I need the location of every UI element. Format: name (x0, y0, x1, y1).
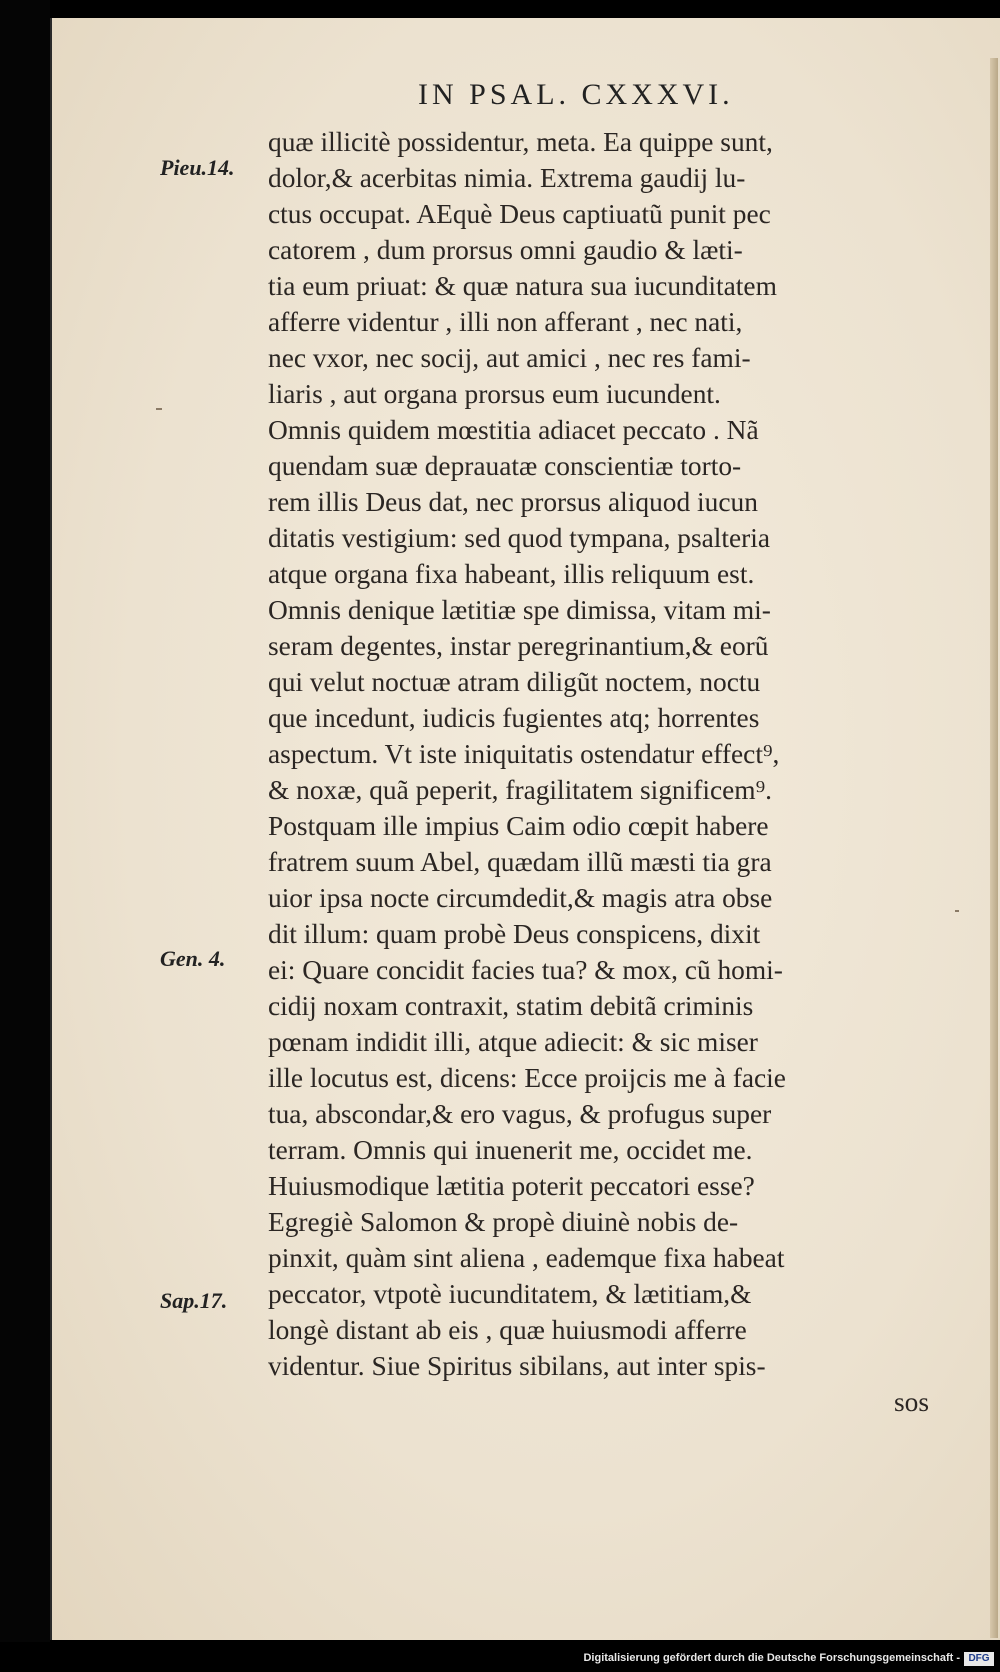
text-line: terram. Omnis qui inuenerit me, occidet me. (268, 1135, 753, 1165)
text-line: & noxæ, quã peperit, fragilitatem significem⁹. (268, 775, 772, 805)
text-line: rem illis Deus dat, nec prorsus aliquod iucun (268, 487, 758, 517)
text-line: fratrem suum Abel, quædam illũ mæsti tia gra (268, 847, 772, 877)
text-line: Omnis denique lætitiæ spe dimissa, vitam mi- (268, 595, 771, 625)
text-line: tia eum priuat: & quæ natura sua iucunditatem (268, 271, 777, 301)
text-line: dolor,& acerbitas nimia. Extrema gaudij lu- (268, 163, 746, 193)
text-line: quendam suæ deprauatæ conscientiæ torto- (268, 451, 742, 481)
text-line: peccator, vtpotè iucunditatem, & lætitiam,& (268, 1279, 752, 1309)
text-line: ctus occupat. AEquè Deus captiuatũ punit pec (268, 199, 771, 229)
text-line: ei: Quare concidit facies tua? & mox, cũ homi- (268, 955, 783, 985)
funding-credit: Digitalisierung gefördert durch die Deutsche Forschungsgemeinschaft - (583, 1652, 960, 1664)
text-line: seram degentes, instar peregrinantium,& eorũ (268, 631, 769, 661)
text-line: Egregiè Salomon & propè diuinè nobis de- (268, 1207, 739, 1237)
paper-speck (955, 910, 959, 912)
paper-speck (156, 408, 162, 410)
text-line: que incedunt, iudicis fugientes atq; horrentes (268, 703, 760, 733)
text-line: Huiusmodique lætitia poterit peccatori esse? (268, 1171, 755, 1201)
text-line: ille locutus est, dicens: Ecce proijcis me à facie (268, 1063, 786, 1093)
running-head: IN PSAL. CXXXVI. (418, 78, 734, 111)
text-line: videntur. Siue Spiritus sibilans, aut inter spis- (268, 1351, 766, 1381)
text-line: catorem , dum prorsus omni gaudio & læti- (268, 235, 743, 265)
text-line: aspectum. Vt iste iniquitatis ostendatur effect⁹, (268, 739, 780, 769)
text-line: liaris , aut organa prorsus eum iucundent. (268, 379, 721, 409)
body-text (268, 124, 938, 1420)
margin-note-sap: Sap.17. (160, 1288, 228, 1313)
text-line: nec vxor, nec socij, aut amici , nec res fami- (268, 343, 751, 373)
scan-border (0, 0, 50, 1656)
text-line: pinxit, quàm sint aliena , eademque fixa habeat (268, 1243, 785, 1273)
text-line: atque organa fixa habeant, illis reliquum est. (268, 559, 755, 589)
text-line: longè distant ab eis , quæ huiusmodi afferre (268, 1315, 747, 1345)
text-line: uior ipsa nocte circumdedit,& magis atra obse (268, 883, 773, 913)
margin-note-gen: Gen. 4. (160, 946, 226, 971)
text-line: ditatis vestigium: sed quod tympana, psalteria (268, 523, 771, 553)
text-line: Postquam ille impius Caim odio cœpit habere (268, 811, 769, 841)
text-line: dit illum: quam probè Deus conspicens, dixit (268, 919, 761, 949)
catchword: sos (894, 1387, 930, 1417)
margin-note-pieu: Pieu.14. (160, 155, 235, 180)
text-line: Omnis quidem mœstitia adiacet peccato . Nã (268, 415, 759, 445)
text-line: pœnam indidit illi, atque adiecit: & sic miser (268, 1027, 758, 1057)
text-line: afferre videntur , illi non afferant , nec nati, (268, 307, 743, 337)
text-line: quæ illicitè possidentur, meta. Ea quippe sunt, (268, 127, 773, 157)
page-edge (990, 58, 998, 1638)
text-line: cidij noxam contraxit, statim debitã criminis (268, 991, 754, 1021)
footer-bar (0, 1642, 1000, 1672)
text-line: tua, abscondar,& ero vagus, & profugus super (268, 1099, 772, 1129)
text-line: qui velut noctuæ atram diligũt noctem, noctu (268, 667, 761, 697)
dfg-logo-icon: DFG (964, 1652, 994, 1666)
